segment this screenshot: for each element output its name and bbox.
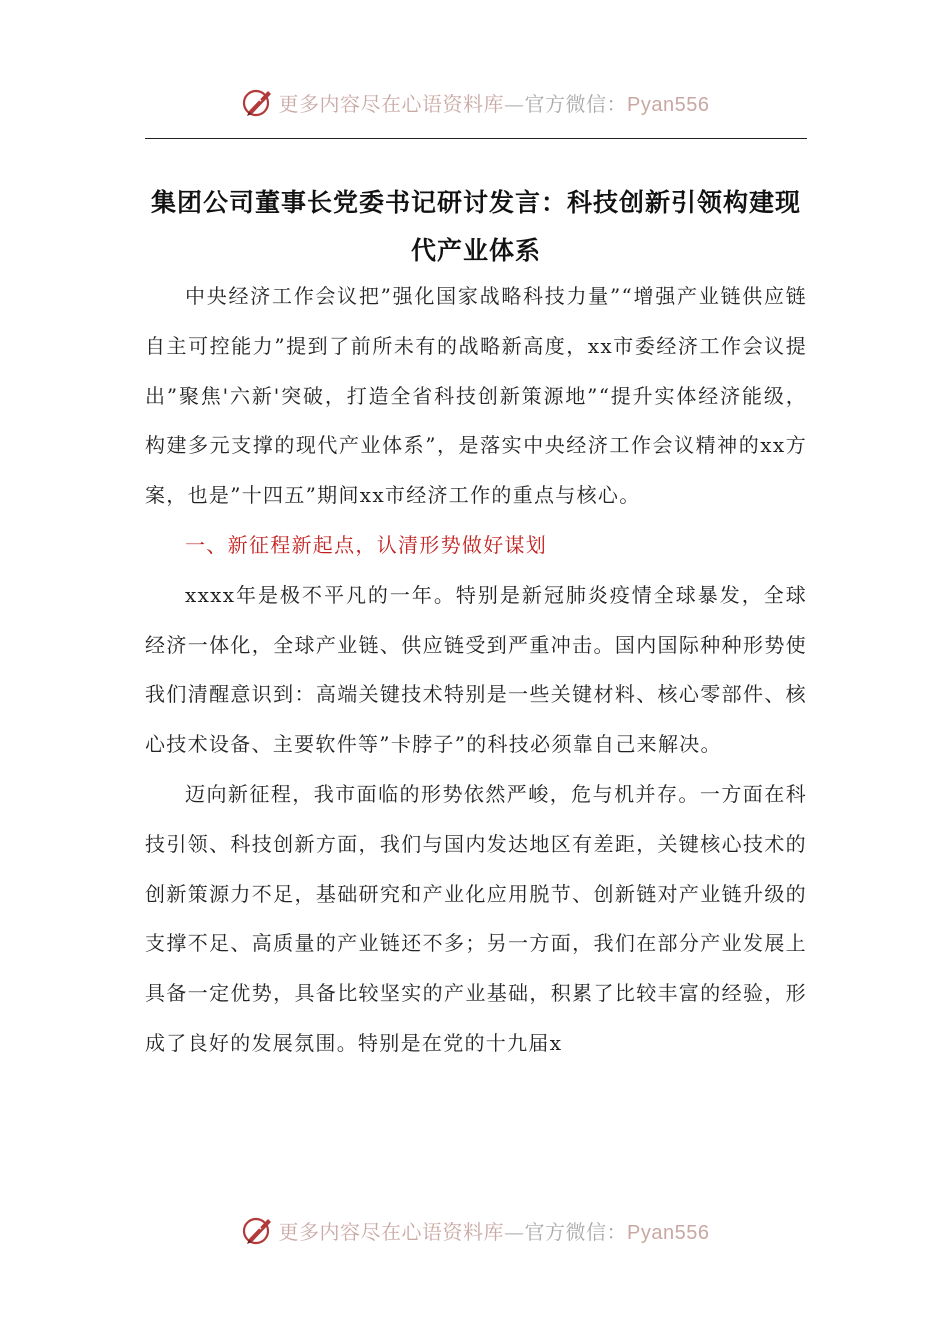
paragraph-3: 迈向新征程，我市面临的形势依然严峻，危与机并存。一方面在科技引领、科技创新方面，我们与国内发达地区有差距，关键核心技术的创新策源力不足，基础研究和产业化应用脱节、创新链对产业链升级的支撑不足、高质量的产业链还不多；另一方面，我们在部分产业发展上具备一定优势，具备比较坚实的产业基础，积累了比较丰富的经验，形成了良好的发展氛围。特别是在党的十九届x xyxy=(145,781,807,1055)
banner-wechat-label: 官方微信： xyxy=(524,91,628,116)
banner-main-text: 更多内容尽在心语资料库 xyxy=(278,91,505,116)
banner-main-text: 更多内容尽在心语资料库 xyxy=(278,1219,505,1244)
banner-wechat-id: Pyan556 xyxy=(627,93,710,116)
banner-separator: — xyxy=(504,1219,525,1244)
banner-separator: — xyxy=(504,91,525,116)
section-heading-1: 一、新征程新起点，认清形势做好谋划 xyxy=(185,532,548,557)
header-divider xyxy=(145,138,807,139)
pen-logo-icon xyxy=(241,85,275,119)
paragraph-intro: 中央经济工作会议把”强化国家战略科技力量”“增强产业链供应链自主可控能力”提到了前所未有的战略新高度，xx市委经济工作会议提出”聚焦'六新'突破，打造全省科技创新策源地”“提升实体经济能级，构建多元支撑的现代产业体系”，是落实中央经济工作会议精神的xx方案，也是”十四五”期间xx市经济工作的重点与核心。 xyxy=(145,284,807,508)
banner-wechat-id: Pyan556 xyxy=(627,1221,710,1244)
document-title: 集团公司董事长党委书记研讨发言：科技创新引领构建现代产业体系 xyxy=(150,187,801,265)
document-body xyxy=(145,272,807,1069)
banner-wechat-label: 官方微信： xyxy=(524,1219,628,1244)
banner-text xyxy=(279,1216,710,1245)
pen-logo-icon xyxy=(241,1213,275,1247)
footer-banner xyxy=(0,1210,950,1250)
header-banner xyxy=(0,82,950,122)
paragraph-2: xxxx年是极不平凡的一年。特别是新冠肺炎疫情全球暴发，全球经济一体化，全球产业链、供应链受到严重冲击。国内国际种种形势使我们清醒意识到：高端关键技术特别是一些关键材料、核心零部件、核心技术设备、主要软件等”卡脖子”的科技必须靠自己来解决。 xyxy=(145,582,807,757)
banner-text xyxy=(279,88,710,117)
